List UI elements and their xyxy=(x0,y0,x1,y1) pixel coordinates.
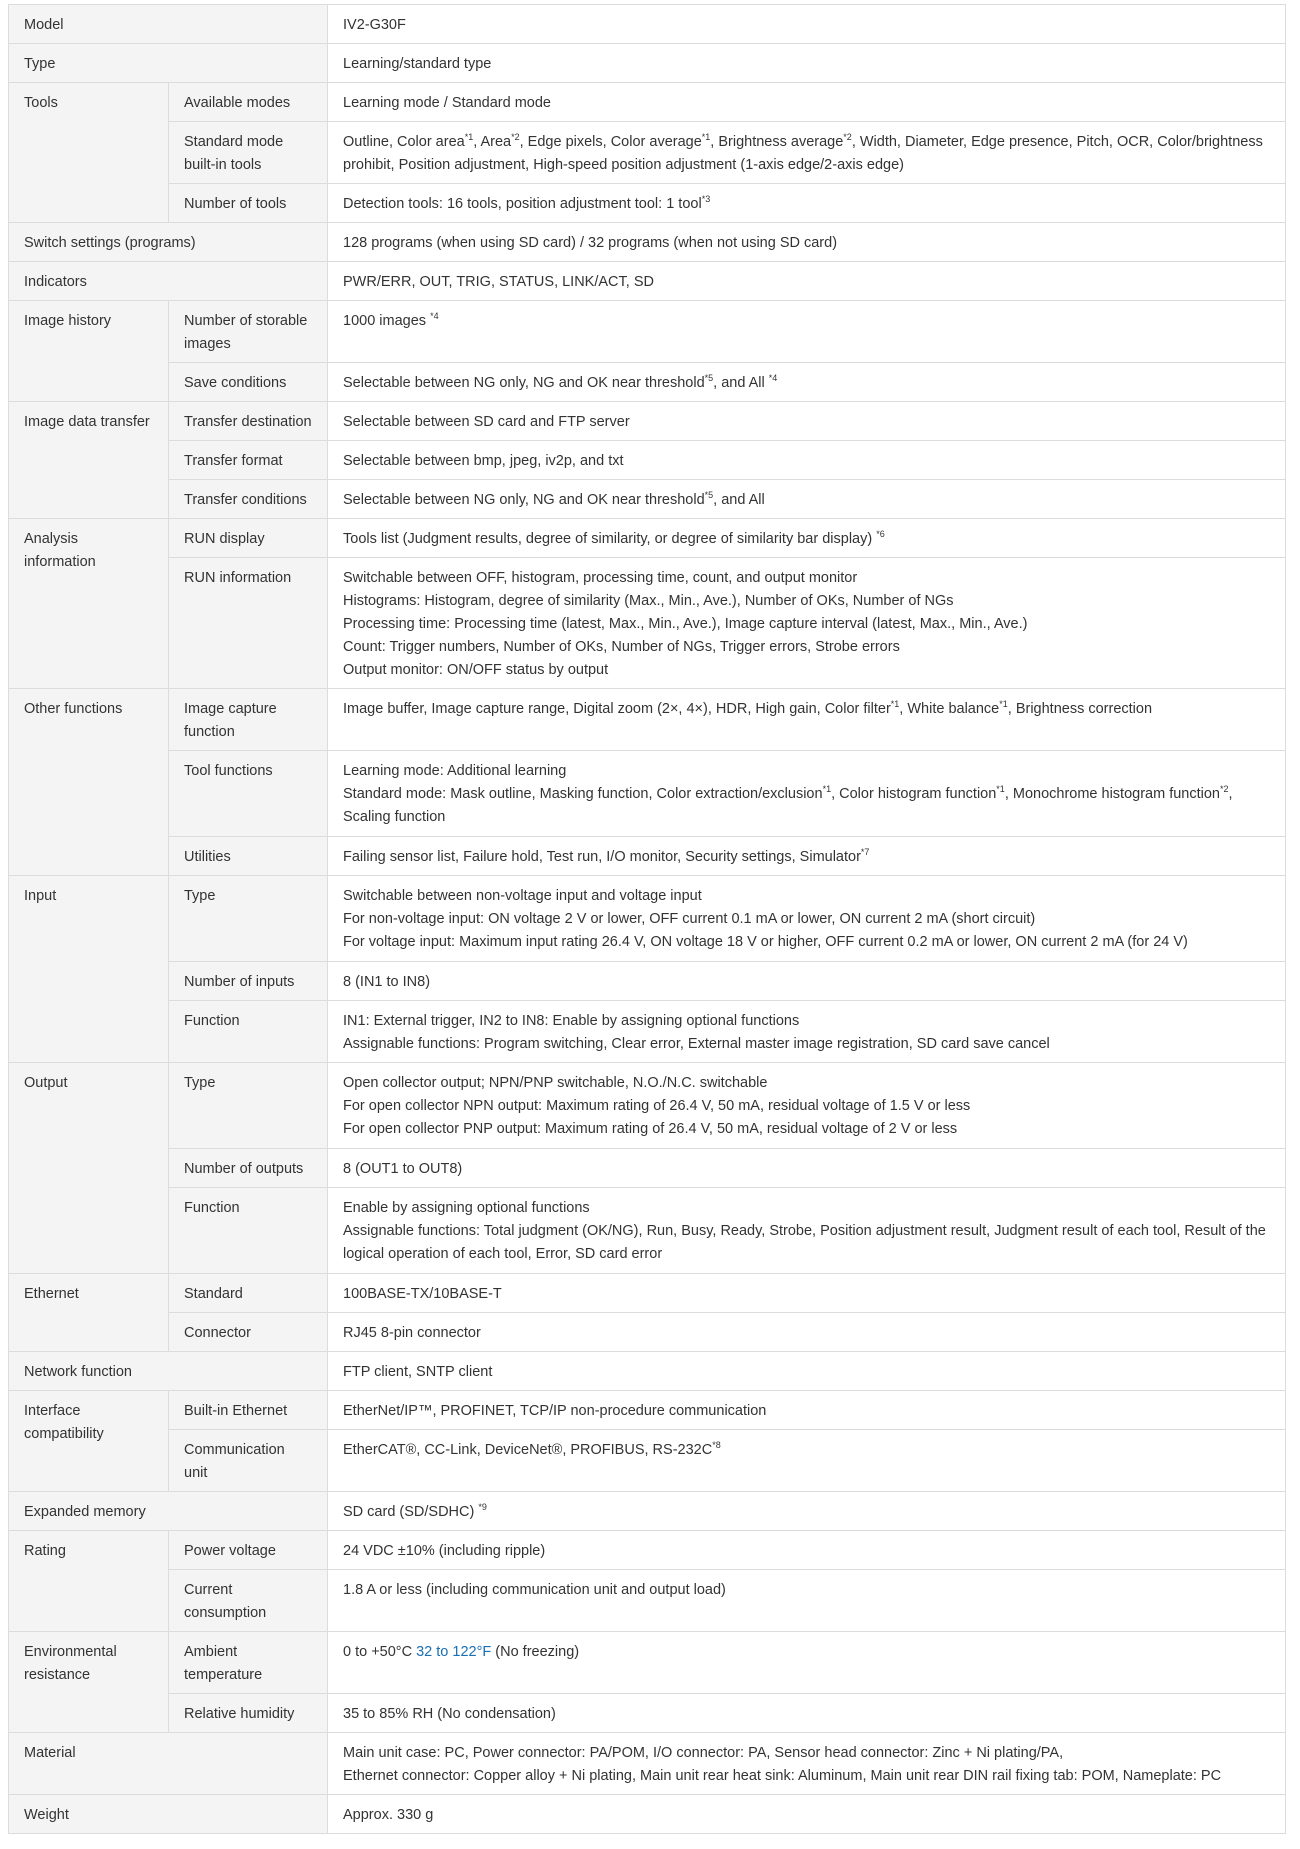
spec-value-text: For open collector PNP output: Maximum rating of 26.4 V, 50 mA, residual voltage of 2 V or less xyxy=(343,1121,958,1137)
spec-value-text: 8 (IN1 to IN8) xyxy=(343,974,431,990)
spec-sublabel: Ambient temperature xyxy=(169,1632,328,1694)
footnote-marker: *4 xyxy=(430,311,439,321)
spec-value xyxy=(328,1430,1286,1492)
spec-value-line xyxy=(343,232,1270,255)
spec-row xyxy=(9,1492,1286,1531)
spec-row xyxy=(9,1352,1286,1391)
footnote-marker: *8 xyxy=(712,1440,721,1450)
spec-row xyxy=(9,1531,1286,1570)
spec-value-text: Learning mode / Standard mode xyxy=(343,95,551,111)
spec-sublabel: Function xyxy=(169,1001,328,1063)
spec-value xyxy=(328,262,1286,301)
spec-value xyxy=(328,1632,1286,1694)
spec-value-line xyxy=(343,528,1270,551)
spec-value-text: Processing time: Processing time (latest, Max., Min., Ave.), Image capture interval (latest, Max., Min., Ave.) xyxy=(343,616,1028,632)
spec-row xyxy=(9,262,1286,301)
spec-value xyxy=(328,837,1286,876)
spec-value-line xyxy=(343,1283,1270,1306)
spec-value-text: Detection tools: 16 tools, position adjustment tool: 1 tool xyxy=(343,196,702,212)
spec-sublabel: Connector xyxy=(169,1313,328,1352)
spec-value-text: 128 programs (when using SD card) / 32 programs (when not using SD card) xyxy=(343,235,838,251)
spec-group-label: Other functions xyxy=(9,689,169,876)
spec-value-text: , White balance xyxy=(899,701,1000,717)
spec-value xyxy=(328,83,1286,122)
footnote-marker: *2 xyxy=(1220,784,1229,794)
footnote-marker: *2 xyxy=(511,132,520,142)
spec-value-text: RJ45 8-pin connector xyxy=(343,1325,481,1341)
spec-sublabel: Number of outputs xyxy=(169,1149,328,1188)
spec-sublabel: Transfer format xyxy=(169,441,328,480)
spec-value-line xyxy=(343,1439,1270,1462)
spec-value xyxy=(328,962,1286,1001)
spec-row xyxy=(9,1063,1286,1149)
spec-row xyxy=(9,519,1286,558)
spec-row xyxy=(9,876,1286,962)
spec-group-label: Image data transfer xyxy=(9,402,169,519)
spec-value xyxy=(328,876,1286,962)
spec-row xyxy=(9,1149,1286,1188)
spec-value-text: Failing sensor list, Failure hold, Test run, I/O monitor, Security settings, Simulator xyxy=(343,849,861,865)
spec-value-text: Histograms: Histogram, degree of similarity (Max., Min., Ave.), Number of OKs, Number of NGs xyxy=(343,593,954,609)
spec-value-text: 8 (OUT1 to OUT8) xyxy=(343,1161,463,1177)
spec-value xyxy=(328,1531,1286,1570)
spec-value xyxy=(328,689,1286,751)
spec-sublabel: Type xyxy=(169,1063,328,1149)
spec-value-text: Selectable between bmp, jpeg, iv2p, and txt xyxy=(343,453,624,469)
footnote-marker: *1 xyxy=(464,132,474,142)
spec-value-text: , Area xyxy=(473,134,512,150)
spec-row xyxy=(9,5,1286,44)
spec-value-line xyxy=(343,567,1270,590)
spec-value-text: Outline, Color area xyxy=(343,134,465,150)
spec-value-text: Switchable between non-voltage input and voltage input xyxy=(343,888,702,904)
spec-group-label: Input xyxy=(9,876,169,1063)
footnote-marker: *1 xyxy=(890,699,900,709)
spec-value-line xyxy=(343,372,1270,395)
spec-value-text: Learning/standard type xyxy=(343,56,492,72)
spec-value-text: , and All xyxy=(713,375,769,391)
spec-value-text: , Edge pixels, Color average xyxy=(519,134,702,150)
spec-value-line xyxy=(343,1361,1270,1384)
spec-label: Expanded memory xyxy=(9,1492,328,1531)
spec-value-text: For open collector NPN output: Maximum rating of 26.4 V, 50 mA, residual voltage of 1.5 V or less xyxy=(343,1098,971,1114)
spec-value-text: FTP client, SNTP client xyxy=(343,1364,493,1380)
footnote-marker: *6 xyxy=(876,529,885,539)
footnote-marker: *7 xyxy=(860,847,870,857)
spec-value xyxy=(328,1001,1286,1063)
spec-value-line xyxy=(343,1197,1270,1220)
spec-value-text: Assignable functions: Program switching, Clear error, External master image registration, SD card save cancel xyxy=(343,1036,1050,1052)
spec-sublabel: Number of storable images xyxy=(169,301,328,363)
spec-value xyxy=(328,1694,1286,1733)
spec-value-text: , Scaling function xyxy=(343,786,1233,825)
spec-value-text: 1000 images xyxy=(343,313,431,329)
spec-value-line xyxy=(343,846,1270,869)
spec-value-line xyxy=(343,1742,1270,1765)
spec-sublabel: Communication unit xyxy=(169,1430,328,1492)
footnote-marker: *1 xyxy=(996,784,1005,794)
spec-row xyxy=(9,1188,1286,1274)
spec-sublabel: RUN display xyxy=(169,519,328,558)
spec-sublabel: Number of tools xyxy=(169,184,328,223)
spec-value-line xyxy=(343,450,1270,473)
footnote-marker: *9 xyxy=(478,1502,487,1512)
spec-value-text: , Brightness average xyxy=(710,134,844,150)
spec-value xyxy=(328,1795,1286,1834)
spec-value-text: Count: Trigger numbers, Number of OKs, Number of NGs, Trigger errors, Strobe errors xyxy=(343,639,900,655)
spec-row xyxy=(9,1570,1286,1632)
footnote-marker: *3 xyxy=(701,194,711,204)
spec-row xyxy=(9,1313,1286,1352)
spec-table xyxy=(8,4,1286,1834)
spec-value-text: , Brightness correction xyxy=(1007,701,1153,717)
spec-value-line xyxy=(343,760,1270,783)
spec-value-text: 0 to +50°C xyxy=(343,1644,417,1660)
spec-value-line xyxy=(343,271,1270,294)
spec-value-line xyxy=(343,193,1270,216)
spec-value-line xyxy=(343,931,1270,954)
spec-value-text: For non-voltage input: ON voltage 2 V or lower, OFF current 0.1 mA or lower, ON current 2 mA (short circuit) xyxy=(343,911,1036,927)
spec-value xyxy=(328,184,1286,223)
spec-value-text: Learning mode: Additional learning xyxy=(343,763,567,779)
spec-value-text: , Width, Diameter, Edge presence, Pitch, OCR, Color/brightness prohibit, Position adjustment, High-speed position adjustment (1-axis edge/2-axis edge) xyxy=(343,134,1263,173)
footnote-marker: *1 xyxy=(822,784,832,794)
spec-row xyxy=(9,301,1286,363)
spec-sublabel: Relative humidity xyxy=(169,1694,328,1733)
spec-value-text: Approx. 330 g xyxy=(343,1807,434,1823)
spec-value xyxy=(328,441,1286,480)
spec-value-text: 100BASE-TX/10BASE-T xyxy=(343,1286,502,1302)
spec-sublabel: Power voltage xyxy=(169,1531,328,1570)
spec-value-line xyxy=(343,92,1270,115)
spec-value xyxy=(328,1149,1286,1188)
spec-value-line xyxy=(343,489,1270,512)
spec-row xyxy=(9,1694,1286,1733)
spec-value-text: Selectable between NG only, NG and OK near threshold xyxy=(343,375,705,391)
spec-sublabel: Transfer destination xyxy=(169,402,328,441)
spec-row xyxy=(9,689,1286,751)
spec-value xyxy=(328,519,1286,558)
spec-table-body xyxy=(9,5,1286,1834)
spec-value-line xyxy=(343,659,1270,682)
spec-row xyxy=(9,837,1286,876)
spec-group-label: Tools xyxy=(9,83,169,223)
spec-row xyxy=(9,558,1286,689)
spec-group-label: Rating xyxy=(9,1531,169,1632)
spec-value-text: Selectable between SD card and FTP server xyxy=(343,414,630,430)
spec-value-line xyxy=(343,783,1270,829)
spec-value-line xyxy=(343,1220,1270,1266)
spec-sublabel: Tool functions xyxy=(169,751,328,837)
spec-group-label: Ethernet xyxy=(9,1274,169,1352)
spec-value-text: Main unit case: PC, Power connector: PA/POM, I/O connector: PA, Sensor head connector: Zinc + Ni plating/PA, xyxy=(343,1745,1064,1761)
spec-value-line xyxy=(343,1579,1270,1602)
spec-sublabel: RUN information xyxy=(169,558,328,689)
spec-value-line xyxy=(343,1501,1270,1524)
spec-value-text: Tools list (Judgment results, degree of similarity, or degree of similarity bar display) xyxy=(343,531,877,547)
spec-value xyxy=(328,5,1286,44)
spec-value-text: Enable by assigning optional functions xyxy=(343,1200,590,1216)
spec-value xyxy=(328,1570,1286,1632)
spec-value-line xyxy=(343,411,1270,434)
spec-value xyxy=(328,223,1286,262)
spec-label: Weight xyxy=(9,1795,328,1834)
spec-row xyxy=(9,1001,1286,1063)
spec-sublabel: Available modes xyxy=(169,83,328,122)
spec-value-line xyxy=(343,1540,1270,1563)
spec-value xyxy=(328,1274,1286,1313)
spec-value xyxy=(328,480,1286,519)
spec-row xyxy=(9,1795,1286,1834)
spec-value-line xyxy=(343,310,1270,333)
spec-row xyxy=(9,363,1286,402)
spec-value-line xyxy=(343,1804,1270,1827)
spec-value xyxy=(328,1352,1286,1391)
spec-value xyxy=(328,1391,1286,1430)
spec-row xyxy=(9,441,1286,480)
spec-value-line xyxy=(343,1095,1270,1118)
spec-value-text: 1.8 A or less (including communication unit and output load) xyxy=(343,1582,726,1598)
spec-sublabel: Save conditions xyxy=(169,363,328,402)
spec-value-line xyxy=(343,1765,1270,1788)
spec-sublabel: Image capture function xyxy=(169,689,328,751)
footnote-marker: *5 xyxy=(704,490,714,500)
footnote-marker: *4 xyxy=(768,373,778,383)
spec-value-line xyxy=(343,131,1270,177)
spec-label: Material xyxy=(9,1733,328,1795)
spec-value-text: 35 to 85% RH (No condensation) xyxy=(343,1706,556,1722)
spec-value-line xyxy=(343,971,1270,994)
spec-value-text: PWR/ERR, OUT, TRIG, STATUS, LINK/ACT, SD xyxy=(343,274,654,290)
spec-row xyxy=(9,1391,1286,1430)
spec-value-text: Output monitor: ON/OFF status by output xyxy=(343,662,609,678)
spec-value-line xyxy=(343,1033,1270,1056)
footnote-marker: *1 xyxy=(999,699,1008,709)
spec-group-label: Interface compatibility xyxy=(9,1391,169,1492)
spec-value xyxy=(328,122,1286,184)
spec-value-line xyxy=(343,590,1270,613)
spec-value-line xyxy=(343,1118,1270,1141)
spec-value-line xyxy=(343,1072,1270,1095)
spec-value-line xyxy=(343,613,1270,636)
spec-value xyxy=(328,558,1286,689)
spec-row xyxy=(9,480,1286,519)
spec-value-text: IN1: External trigger, IN2 to IN8: Enable by assigning optional functions xyxy=(343,1013,800,1029)
spec-value-text: EtherCAT®, CC-Link, DeviceNet®, PROFIBUS, RS-232C xyxy=(343,1442,713,1458)
spec-value-line xyxy=(343,698,1270,721)
spec-group-label: Image history xyxy=(9,301,169,402)
spec-row xyxy=(9,751,1286,837)
spec-row xyxy=(9,122,1286,184)
spec-row xyxy=(9,223,1286,262)
spec-value-text: EtherNet/IP™, PROFINET, TCP/IP non-procedure communication xyxy=(343,1403,767,1419)
spec-label: Switch settings (programs) xyxy=(9,223,328,262)
spec-value xyxy=(328,402,1286,441)
spec-value-line xyxy=(343,1400,1270,1423)
spec-value xyxy=(328,1188,1286,1274)
spec-sublabel: Standard xyxy=(169,1274,328,1313)
spec-value-line xyxy=(343,1158,1270,1181)
spec-value xyxy=(328,751,1286,837)
spec-value-line xyxy=(343,1703,1270,1726)
footnote-marker: *5 xyxy=(704,373,714,383)
spec-value-text: Switchable between OFF, histogram, processing time, count, and output monitor xyxy=(343,570,858,586)
spec-value-text: 24 VDC ±10% (including ripple) xyxy=(343,1543,546,1559)
spec-row xyxy=(9,962,1286,1001)
spec-value-line xyxy=(343,53,1270,76)
spec-value-text: Selectable between NG only, NG and OK near threshold xyxy=(343,492,705,508)
spec-value-text: Assignable functions: Total judgment (OK/NG), Run, Busy, Ready, Strobe, Position adjustment result, Judgment result of each tool, Result of the logical operation of each tool, Error, SD card error xyxy=(343,1223,1266,1262)
spec-value xyxy=(328,301,1286,363)
spec-label: Model xyxy=(9,5,328,44)
spec-value-text: , Monochrome histogram function xyxy=(1004,786,1220,802)
spec-value xyxy=(328,44,1286,83)
spec-sublabel: Function xyxy=(169,1188,328,1274)
spec-value-text: Open collector output; NPN/PNP switchable, N.O./N.C. switchable xyxy=(343,1075,768,1091)
spec-row xyxy=(9,1632,1286,1694)
spec-value-text: (No freezing) xyxy=(491,1644,580,1660)
spec-row xyxy=(9,1430,1286,1492)
spec-value-text: , Color histogram function xyxy=(831,786,997,802)
spec-row xyxy=(9,44,1286,83)
spec-group-label: Analysis information xyxy=(9,519,169,689)
spec-group-label: Environmental resistance xyxy=(9,1632,169,1733)
spec-value-text: , and All xyxy=(713,492,765,508)
spec-row xyxy=(9,1733,1286,1795)
footnote-marker: *1 xyxy=(701,132,711,142)
spec-row xyxy=(9,1274,1286,1313)
spec-value-text: Ethernet connector: Copper alloy + Ni plating, Main unit rear heat sink: Aluminum, Main unit rear DIN rail fixing tab: POM, Nameplate: PC xyxy=(343,1768,1222,1784)
spec-label: Indicators xyxy=(9,262,328,301)
spec-sublabel: Type xyxy=(169,876,328,962)
spec-value-text: For voltage input: Maximum input rating 26.4 V, ON voltage 18 V or higher, OFF current 0.2 mA or lower, ON current 2 mA (for 24 V) xyxy=(343,934,1188,950)
spec-sublabel: Current consumption xyxy=(169,1570,328,1632)
spec-value-line xyxy=(343,885,1270,908)
spec-value-text: SD card (SD/SDHC) xyxy=(343,1504,479,1520)
temperature-conversion-link[interactable]: 32 to 122°F xyxy=(416,1644,492,1660)
spec-value-text: Image buffer, Image capture range, Digital zoom (2×, 4×), HDR, High gain, Color filter xyxy=(343,701,891,717)
spec-value xyxy=(328,363,1286,402)
spec-value-line xyxy=(343,1010,1270,1033)
spec-sublabel: Number of inputs xyxy=(169,962,328,1001)
spec-value xyxy=(328,1733,1286,1795)
spec-value-text: IV2-G30F xyxy=(343,17,406,33)
spec-value-line xyxy=(343,908,1270,931)
spec-sublabel: Utilities xyxy=(169,837,328,876)
spec-value-line xyxy=(343,1322,1270,1345)
spec-sublabel: Standard mode built-in tools xyxy=(169,122,328,184)
spec-row xyxy=(9,184,1286,223)
spec-row xyxy=(9,402,1286,441)
spec-value-line xyxy=(343,636,1270,659)
spec-row xyxy=(9,83,1286,122)
spec-value-line xyxy=(343,14,1270,37)
spec-value-line xyxy=(343,1641,1270,1664)
spec-value xyxy=(328,1313,1286,1352)
spec-label: Type xyxy=(9,44,328,83)
spec-group-label: Output xyxy=(9,1063,169,1274)
spec-value xyxy=(328,1492,1286,1531)
spec-sublabel: Built-in Ethernet xyxy=(169,1391,328,1430)
footnote-marker: *2 xyxy=(843,132,852,142)
spec-label: Network function xyxy=(9,1352,328,1391)
spec-sublabel: Transfer conditions xyxy=(169,480,328,519)
spec-value xyxy=(328,1063,1286,1149)
spec-value-text: Standard mode: Mask outline, Masking function, Color extraction/exclusion xyxy=(343,786,823,802)
